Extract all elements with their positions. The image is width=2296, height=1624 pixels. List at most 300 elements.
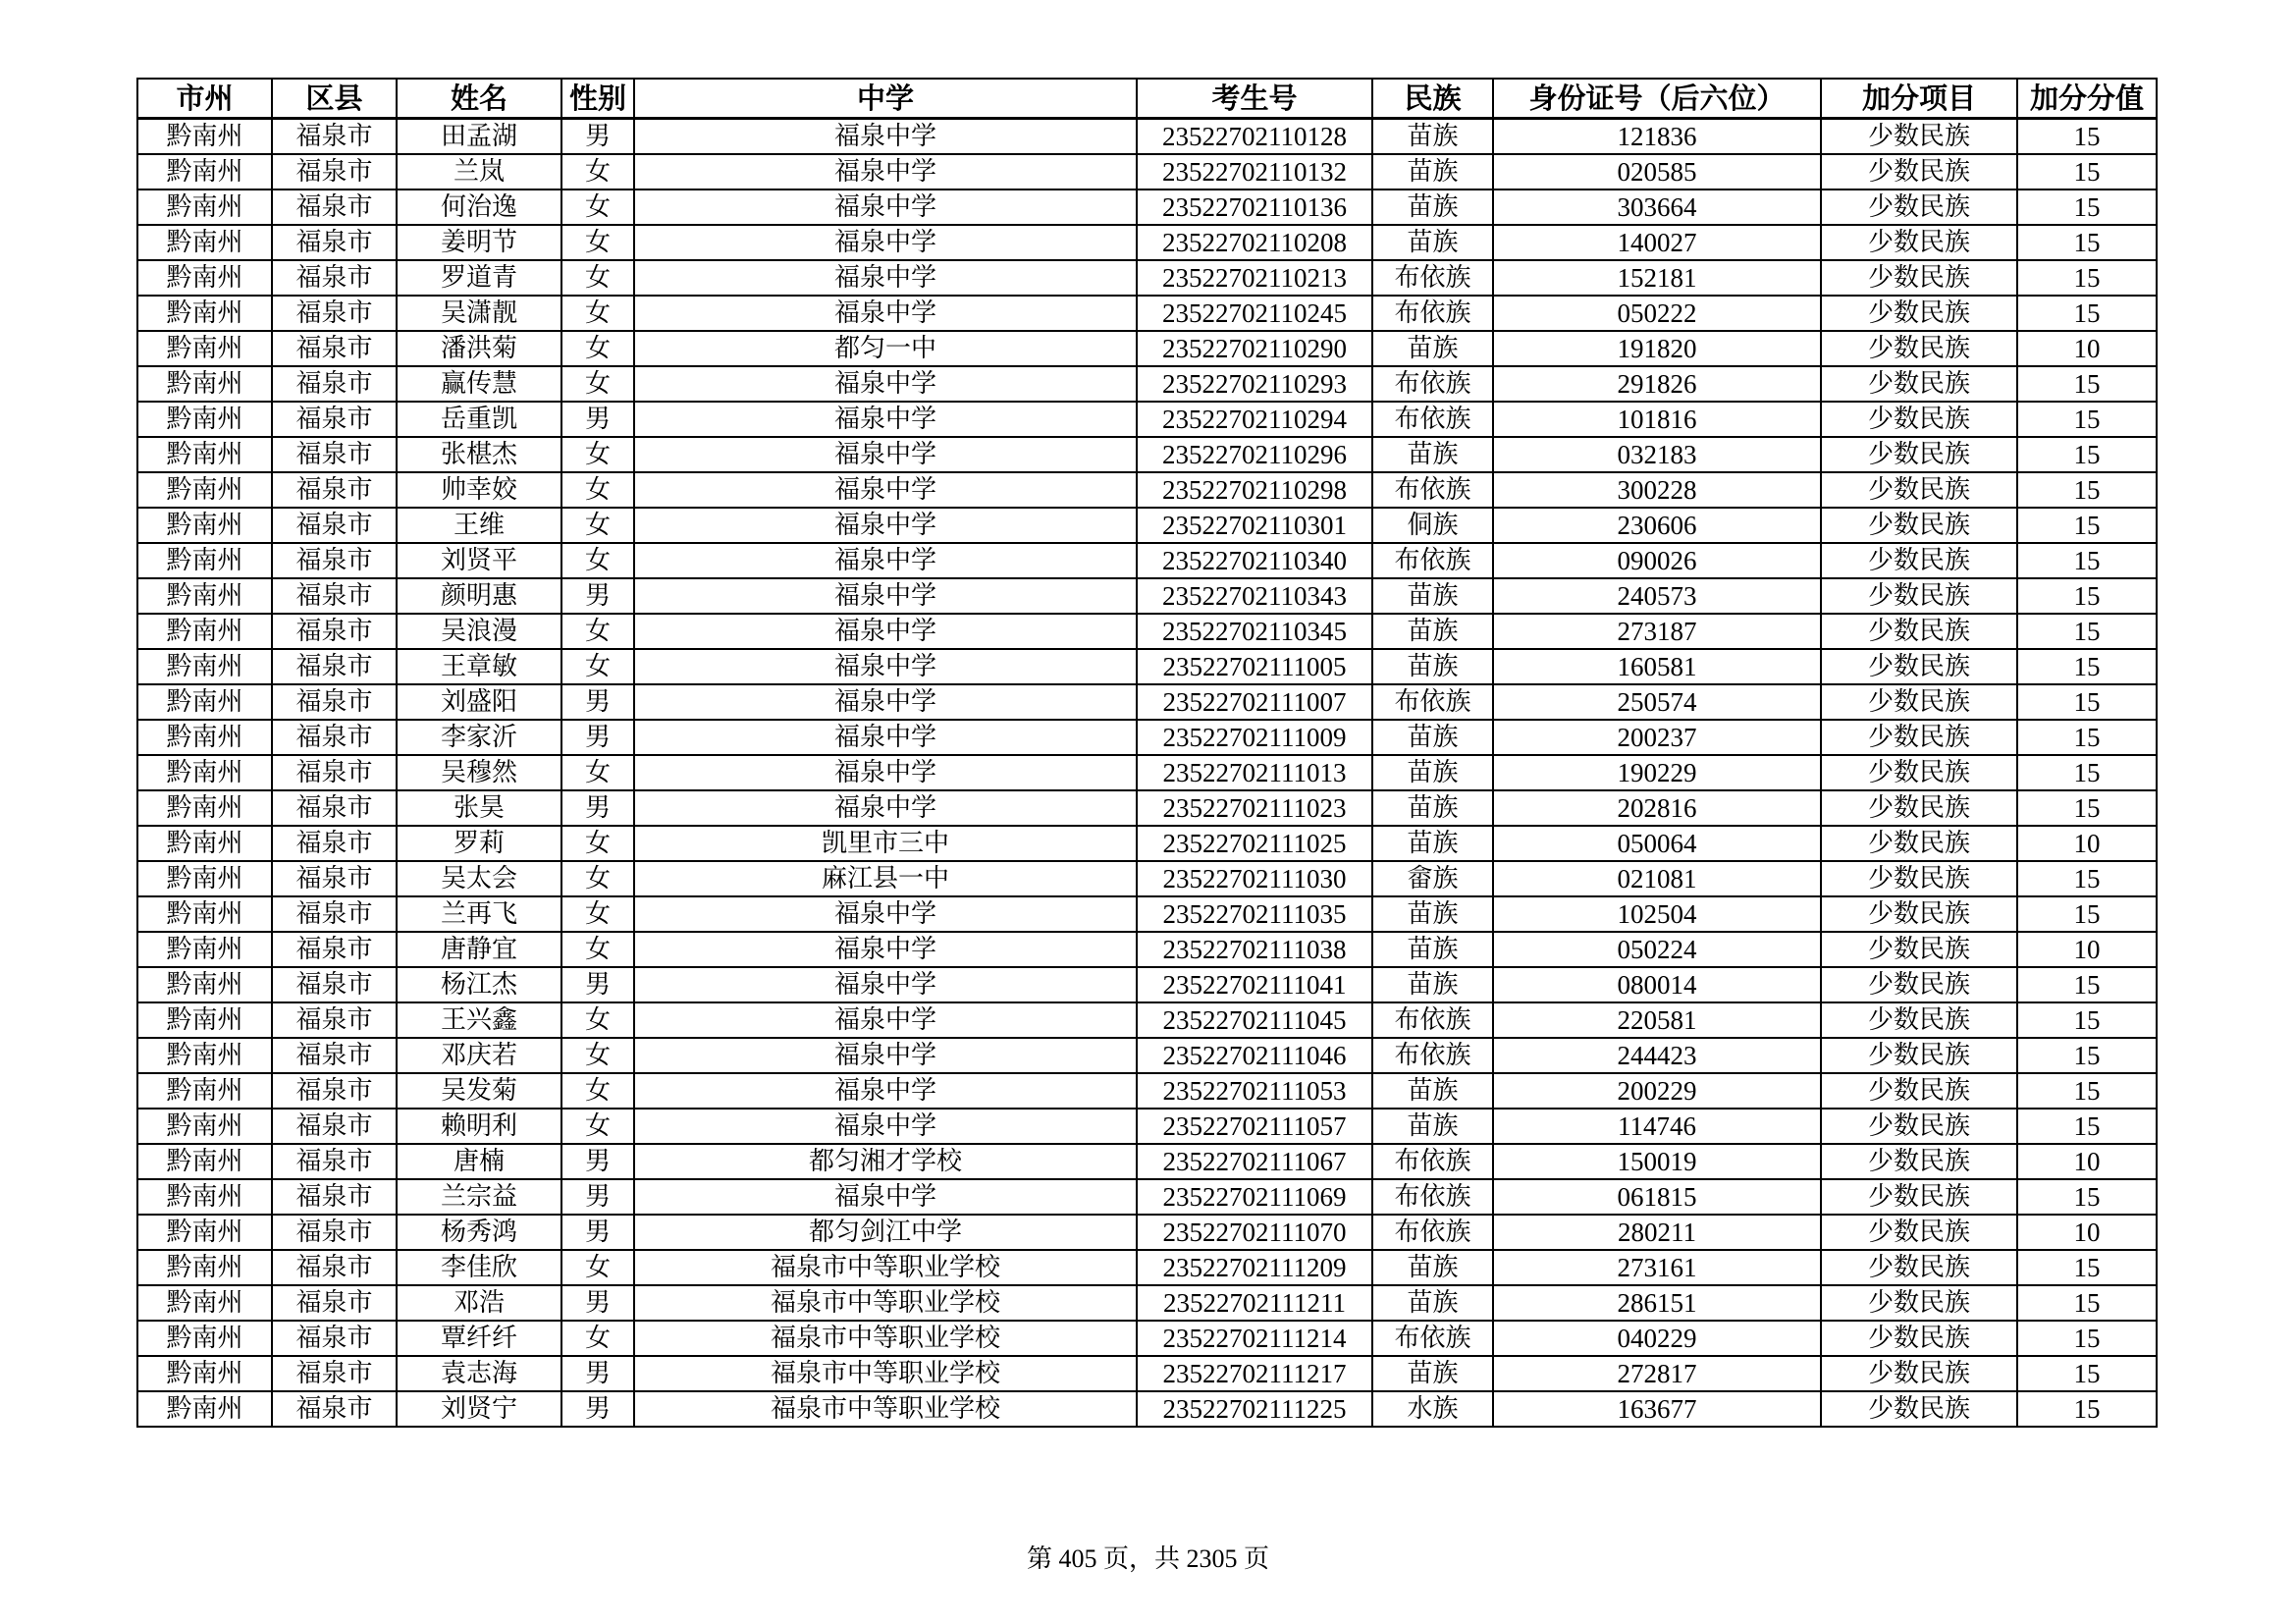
cell-bonus-points: 10 — [2017, 331, 2157, 366]
cell-bonus-points: 15 — [2017, 1391, 2157, 1427]
cell-school: 福泉中学 — [634, 967, 1137, 1002]
table-row — [137, 154, 2157, 189]
cell-name: 何治逸 — [397, 189, 561, 225]
cell-id-last6: 160581 — [1493, 649, 1821, 684]
table-row — [137, 1144, 2157, 1179]
cell-id-last6: 244423 — [1493, 1038, 1821, 1073]
cell-id-last6: 280211 — [1493, 1215, 1821, 1250]
cell-id-last6: 150019 — [1493, 1144, 1821, 1179]
cell-gender: 女 — [561, 296, 634, 331]
table-row — [137, 684, 2157, 720]
cell-gender: 男 — [561, 119, 634, 155]
cell-gender: 女 — [561, 932, 634, 967]
cell-county: 福泉市 — [272, 755, 397, 790]
cell-ethnicity: 苗族 — [1372, 437, 1493, 472]
cell-school: 福泉中学 — [634, 896, 1137, 932]
cell-county: 福泉市 — [272, 649, 397, 684]
cell-city: 黔南州 — [137, 119, 272, 155]
cell-city: 黔南州 — [137, 1109, 272, 1144]
cell-city: 黔南州 — [137, 720, 272, 755]
table-row — [137, 1285, 2157, 1321]
cell-exam-no: 23522702111209 — [1137, 1250, 1372, 1285]
cell-gender: 女 — [561, 861, 634, 896]
cell-bonus-points: 15 — [2017, 472, 2157, 508]
cell-bonus-item: 少数民族 — [1821, 720, 2017, 755]
cell-city: 黔南州 — [137, 331, 272, 366]
cell-name: 吴发菊 — [397, 1073, 561, 1109]
cell-school: 福泉中学 — [634, 154, 1137, 189]
cell-name: 张昊 — [397, 790, 561, 826]
column-header-name: 姓名 — [397, 79, 561, 119]
cell-id-last6: 080014 — [1493, 967, 1821, 1002]
cell-exam-no: 23522702111007 — [1137, 684, 1372, 720]
cell-id-last6: 040229 — [1493, 1321, 1821, 1356]
cell-bonus-item: 少数民族 — [1821, 896, 2017, 932]
cell-name: 兰宗益 — [397, 1179, 561, 1215]
table-row — [137, 578, 2157, 614]
cell-bonus-item: 少数民族 — [1821, 1215, 2017, 1250]
cell-ethnicity: 苗族 — [1372, 1073, 1493, 1109]
cell-exam-no: 23522702111070 — [1137, 1215, 1372, 1250]
table-row — [137, 861, 2157, 896]
cell-county: 福泉市 — [272, 119, 397, 155]
table-row — [137, 755, 2157, 790]
cell-school: 福泉中学 — [634, 932, 1137, 967]
cell-ethnicity: 苗族 — [1372, 720, 1493, 755]
cell-id-last6: 020585 — [1493, 154, 1821, 189]
cell-name: 唐楠 — [397, 1144, 561, 1179]
cell-city: 黔南州 — [137, 861, 272, 896]
cell-county: 福泉市 — [272, 1073, 397, 1109]
cell-ethnicity: 布依族 — [1372, 1144, 1493, 1179]
cell-gender: 男 — [561, 1356, 634, 1391]
cell-gender: 女 — [561, 755, 634, 790]
table-row — [137, 331, 2157, 366]
cell-name: 田孟湖 — [397, 119, 561, 155]
cell-school: 福泉中学 — [634, 543, 1137, 578]
cell-name: 潘洪菊 — [397, 331, 561, 366]
cell-bonus-points: 15 — [2017, 1109, 2157, 1144]
data-table — [136, 78, 2158, 1428]
cell-city: 黔南州 — [137, 1356, 272, 1391]
cell-bonus-points: 15 — [2017, 1073, 2157, 1109]
cell-bonus-item: 少数民族 — [1821, 1073, 2017, 1109]
column-header-exam-no: 考生号 — [1137, 79, 1372, 119]
table-row — [137, 437, 2157, 472]
cell-bonus-item: 少数民族 — [1821, 1250, 2017, 1285]
cell-name: 邓庆若 — [397, 1038, 561, 1073]
cell-city: 黔南州 — [137, 437, 272, 472]
cell-bonus-points: 15 — [2017, 896, 2157, 932]
cell-bonus-points: 15 — [2017, 1179, 2157, 1215]
cell-bonus-points: 10 — [2017, 1215, 2157, 1250]
cell-ethnicity: 布依族 — [1372, 402, 1493, 437]
cell-gender: 女 — [561, 508, 634, 543]
table-row — [137, 119, 2157, 155]
cell-bonus-points: 15 — [2017, 614, 2157, 649]
table-row — [137, 720, 2157, 755]
cell-exam-no: 23522702111214 — [1137, 1321, 1372, 1356]
table-row — [137, 1179, 2157, 1215]
cell-name: 覃纤纤 — [397, 1321, 561, 1356]
cell-school: 福泉中学 — [634, 1179, 1137, 1215]
cell-county: 福泉市 — [272, 331, 397, 366]
cell-county: 福泉市 — [272, 1321, 397, 1356]
cell-name: 唐静宜 — [397, 932, 561, 967]
table-header — [137, 79, 2157, 119]
cell-county: 福泉市 — [272, 1285, 397, 1321]
cell-ethnicity: 苗族 — [1372, 154, 1493, 189]
cell-gender: 女 — [561, 826, 634, 861]
cell-bonus-points: 10 — [2017, 932, 2157, 967]
cell-school: 福泉中学 — [634, 189, 1137, 225]
cell-id-last6: 202816 — [1493, 790, 1821, 826]
cell-gender: 女 — [561, 1321, 634, 1356]
cell-school: 福泉中学 — [634, 578, 1137, 614]
cell-exam-no: 23522702110208 — [1137, 225, 1372, 260]
cell-id-last6: 240573 — [1493, 578, 1821, 614]
cell-bonus-points: 15 — [2017, 543, 2157, 578]
cell-ethnicity: 苗族 — [1372, 189, 1493, 225]
cell-ethnicity: 苗族 — [1372, 790, 1493, 826]
cell-county: 福泉市 — [272, 1144, 397, 1179]
cell-city: 黔南州 — [137, 967, 272, 1002]
cell-bonus-points: 10 — [2017, 1144, 2157, 1179]
cell-county: 福泉市 — [272, 861, 397, 896]
cell-school: 福泉中学 — [634, 437, 1137, 472]
cell-id-last6: 101816 — [1493, 402, 1821, 437]
table-row — [137, 366, 2157, 402]
cell-exam-no: 23522702111217 — [1137, 1356, 1372, 1391]
cell-gender: 女 — [561, 366, 634, 402]
column-header-gender: 性别 — [561, 79, 634, 119]
cell-city: 黔南州 — [137, 260, 272, 296]
cell-county: 福泉市 — [272, 932, 397, 967]
cell-city: 黔南州 — [137, 296, 272, 331]
cell-county: 福泉市 — [272, 508, 397, 543]
cell-ethnicity: 苗族 — [1372, 1109, 1493, 1144]
cell-city: 黔南州 — [137, 543, 272, 578]
table-row — [137, 967, 2157, 1002]
table-row — [137, 649, 2157, 684]
cell-id-last6: 152181 — [1493, 260, 1821, 296]
cell-name: 袁志海 — [397, 1356, 561, 1391]
cell-bonus-item: 少数民族 — [1821, 331, 2017, 366]
cell-ethnicity: 苗族 — [1372, 755, 1493, 790]
cell-exam-no: 23522702110132 — [1137, 154, 1372, 189]
cell-gender: 女 — [561, 437, 634, 472]
cell-id-last6: 273187 — [1493, 614, 1821, 649]
cell-exam-no: 23522702111023 — [1137, 790, 1372, 826]
cell-bonus-points: 15 — [2017, 1002, 2157, 1038]
cell-bonus-points: 15 — [2017, 790, 2157, 826]
cell-name: 吴太会 — [397, 861, 561, 896]
table-row — [137, 614, 2157, 649]
cell-county: 福泉市 — [272, 1002, 397, 1038]
cell-city: 黔南州 — [137, 402, 272, 437]
cell-gender: 女 — [561, 649, 634, 684]
cell-name: 兰岚 — [397, 154, 561, 189]
cell-ethnicity: 布依族 — [1372, 1002, 1493, 1038]
cell-gender: 男 — [561, 402, 634, 437]
cell-id-last6: 230606 — [1493, 508, 1821, 543]
cell-ethnicity: 苗族 — [1372, 1285, 1493, 1321]
cell-ethnicity: 苗族 — [1372, 225, 1493, 260]
cell-ethnicity: 苗族 — [1372, 119, 1493, 155]
cell-exam-no: 23522702110294 — [1137, 402, 1372, 437]
table-row — [137, 896, 2157, 932]
cell-bonus-item: 少数民族 — [1821, 649, 2017, 684]
cell-exam-no: 23522702111041 — [1137, 967, 1372, 1002]
cell-bonus-item: 少数民族 — [1821, 967, 2017, 1002]
cell-bonus-item: 少数民族 — [1821, 402, 2017, 437]
cell-exam-no: 23522702111025 — [1137, 826, 1372, 861]
cell-bonus-item: 少数民族 — [1821, 826, 2017, 861]
cell-city: 黔南州 — [137, 154, 272, 189]
cell-name: 帅幸姣 — [397, 472, 561, 508]
cell-exam-no: 23522702111057 — [1137, 1109, 1372, 1144]
cell-id-last6: 273161 — [1493, 1250, 1821, 1285]
cell-school: 福泉中学 — [634, 402, 1137, 437]
cell-city: 黔南州 — [137, 1038, 272, 1073]
cell-city: 黔南州 — [137, 578, 272, 614]
cell-bonus-item: 少数民族 — [1821, 1285, 2017, 1321]
table-row — [137, 508, 2157, 543]
cell-city: 黔南州 — [137, 189, 272, 225]
cell-id-last6: 032183 — [1493, 437, 1821, 472]
cell-id-last6: 300228 — [1493, 472, 1821, 508]
table-row — [137, 402, 2157, 437]
cell-id-last6: 272817 — [1493, 1356, 1821, 1391]
cell-ethnicity: 苗族 — [1372, 649, 1493, 684]
cell-city: 黔南州 — [137, 755, 272, 790]
cell-county: 福泉市 — [272, 154, 397, 189]
cell-ethnicity: 布依族 — [1372, 472, 1493, 508]
cell-name: 李佳欣 — [397, 1250, 561, 1285]
cell-ethnicity: 苗族 — [1372, 896, 1493, 932]
cell-bonus-points: 15 — [2017, 1285, 2157, 1321]
cell-gender: 男 — [561, 578, 634, 614]
cell-id-last6: 163677 — [1493, 1391, 1821, 1427]
cell-school: 福泉中学 — [634, 614, 1137, 649]
cell-school: 福泉中学 — [634, 1073, 1137, 1109]
cell-school: 福泉中学 — [634, 366, 1137, 402]
cell-bonus-points: 15 — [2017, 119, 2157, 155]
cell-name: 岳重凯 — [397, 402, 561, 437]
cell-city: 黔南州 — [137, 1285, 272, 1321]
cell-name: 杨秀鸿 — [397, 1215, 561, 1250]
cell-school: 福泉市中等职业学校 — [634, 1356, 1137, 1391]
cell-school: 福泉市中等职业学校 — [634, 1285, 1137, 1321]
cell-city: 黔南州 — [137, 1391, 272, 1427]
cell-exam-no: 23522702111009 — [1137, 720, 1372, 755]
cell-school: 福泉中学 — [634, 1109, 1137, 1144]
cell-exam-no: 23522702110345 — [1137, 614, 1372, 649]
cell-city: 黔南州 — [137, 225, 272, 260]
cell-county: 福泉市 — [272, 260, 397, 296]
cell-city: 黔南州 — [137, 1215, 272, 1250]
cell-county: 福泉市 — [272, 826, 397, 861]
table-row — [137, 543, 2157, 578]
cell-city: 黔南州 — [137, 472, 272, 508]
cell-school: 福泉市中等职业学校 — [634, 1321, 1137, 1356]
cell-gender: 女 — [561, 225, 634, 260]
cell-bonus-item: 少数民族 — [1821, 1391, 2017, 1427]
cell-exam-no: 23522702110245 — [1137, 296, 1372, 331]
cell-name: 吴穆然 — [397, 755, 561, 790]
table-row — [137, 1356, 2157, 1391]
cell-city: 黔南州 — [137, 896, 272, 932]
cell-county: 福泉市 — [272, 189, 397, 225]
cell-gender: 女 — [561, 260, 634, 296]
cell-gender: 女 — [561, 1250, 634, 1285]
cell-bonus-points: 15 — [2017, 1356, 2157, 1391]
cell-gender: 男 — [561, 1179, 634, 1215]
cell-id-last6: 121836 — [1493, 119, 1821, 155]
cell-county: 福泉市 — [272, 614, 397, 649]
cell-county: 福泉市 — [272, 1038, 397, 1073]
cell-exam-no: 23522702110213 — [1137, 260, 1372, 296]
cell-exam-no: 23522702110293 — [1137, 366, 1372, 402]
cell-school: 福泉中学 — [634, 508, 1137, 543]
table-row — [137, 189, 2157, 225]
cell-city: 黔南州 — [137, 1250, 272, 1285]
cell-exam-no: 23522702111053 — [1137, 1073, 1372, 1109]
cell-school: 福泉中学 — [634, 296, 1137, 331]
cell-exam-no: 23522702111013 — [1137, 755, 1372, 790]
table-row — [137, 1321, 2157, 1356]
table-body — [137, 119, 2157, 1428]
cell-ethnicity: 苗族 — [1372, 1250, 1493, 1285]
cell-county: 福泉市 — [272, 896, 397, 932]
cell-city: 黔南州 — [137, 508, 272, 543]
cell-gender: 女 — [561, 614, 634, 649]
cell-name: 王维 — [397, 508, 561, 543]
cell-county: 福泉市 — [272, 366, 397, 402]
cell-exam-no: 23522702111038 — [1137, 932, 1372, 967]
table-row — [137, 932, 2157, 967]
table-row — [137, 1073, 2157, 1109]
cell-bonus-points: 15 — [2017, 154, 2157, 189]
cell-county: 福泉市 — [272, 790, 397, 826]
cell-name: 刘贤宁 — [397, 1391, 561, 1427]
column-header-ethnicity: 民族 — [1372, 79, 1493, 119]
cell-bonus-item: 少数民族 — [1821, 1321, 2017, 1356]
table-row — [137, 1109, 2157, 1144]
cell-name: 赢传慧 — [397, 366, 561, 402]
cell-ethnicity: 苗族 — [1372, 826, 1493, 861]
cell-gender: 女 — [561, 1073, 634, 1109]
cell-county: 福泉市 — [272, 543, 397, 578]
cell-name: 姜明节 — [397, 225, 561, 260]
cell-ethnicity: 布依族 — [1372, 1038, 1493, 1073]
cell-gender: 男 — [561, 790, 634, 826]
cell-school: 福泉中学 — [634, 755, 1137, 790]
cell-bonus-item: 少数民族 — [1821, 684, 2017, 720]
cell-bonus-points: 15 — [2017, 508, 2157, 543]
cell-bonus-points: 15 — [2017, 296, 2157, 331]
cell-city: 黔南州 — [137, 366, 272, 402]
cell-bonus-item: 少数民族 — [1821, 260, 2017, 296]
cell-gender: 男 — [561, 684, 634, 720]
cell-id-last6: 190229 — [1493, 755, 1821, 790]
cell-name: 吴浪漫 — [397, 614, 561, 649]
cell-school: 福泉中学 — [634, 472, 1137, 508]
cell-bonus-item: 少数民族 — [1821, 543, 2017, 578]
cell-school: 福泉中学 — [634, 720, 1137, 755]
cell-gender: 女 — [561, 543, 634, 578]
cell-ethnicity: 苗族 — [1372, 1356, 1493, 1391]
cell-exam-no: 23522702110128 — [1137, 119, 1372, 155]
cell-city: 黔南州 — [137, 1321, 272, 1356]
cell-county: 福泉市 — [272, 225, 397, 260]
cell-bonus-item: 少数民族 — [1821, 472, 2017, 508]
cell-gender: 男 — [561, 1285, 634, 1321]
cell-gender: 男 — [561, 720, 634, 755]
cell-name: 杨江杰 — [397, 967, 561, 1002]
cell-bonus-points: 15 — [2017, 1038, 2157, 1073]
table-row — [137, 296, 2157, 331]
cell-gender: 男 — [561, 1391, 634, 1427]
cell-ethnicity: 畲族 — [1372, 861, 1493, 896]
cell-county: 福泉市 — [272, 472, 397, 508]
cell-bonus-item: 少数民族 — [1821, 189, 2017, 225]
cell-county: 福泉市 — [272, 578, 397, 614]
cell-ethnicity: 布依族 — [1372, 366, 1493, 402]
cell-bonus-item: 少数民族 — [1821, 861, 2017, 896]
cell-exam-no: 23522702111030 — [1137, 861, 1372, 896]
cell-school: 福泉中学 — [634, 790, 1137, 826]
cell-ethnicity: 布依族 — [1372, 543, 1493, 578]
cell-gender: 女 — [561, 472, 634, 508]
cell-name: 吴潇靓 — [397, 296, 561, 331]
table-row — [137, 472, 2157, 508]
cell-ethnicity: 布依族 — [1372, 1321, 1493, 1356]
cell-bonus-item: 少数民族 — [1821, 578, 2017, 614]
cell-bonus-item: 少数民族 — [1821, 296, 2017, 331]
cell-ethnicity: 苗族 — [1372, 967, 1493, 1002]
cell-school: 都匀一中 — [634, 331, 1137, 366]
cell-city: 黔南州 — [137, 1144, 272, 1179]
cell-id-last6: 250574 — [1493, 684, 1821, 720]
cell-school: 福泉中学 — [634, 225, 1137, 260]
cell-bonus-points: 15 — [2017, 755, 2157, 790]
cell-gender: 女 — [561, 331, 634, 366]
cell-county: 福泉市 — [272, 1215, 397, 1250]
cell-school: 福泉市中等职业学校 — [634, 1250, 1137, 1285]
cell-id-last6: 061815 — [1493, 1179, 1821, 1215]
cell-id-last6: 200237 — [1493, 720, 1821, 755]
cell-gender: 女 — [561, 1002, 634, 1038]
cell-exam-no: 23522702110343 — [1137, 578, 1372, 614]
cell-county: 福泉市 — [272, 684, 397, 720]
cell-exam-no: 23522702111211 — [1137, 1285, 1372, 1321]
cell-school: 福泉中学 — [634, 260, 1137, 296]
cell-id-last6: 021081 — [1493, 861, 1821, 896]
cell-county: 福泉市 — [272, 437, 397, 472]
cell-school: 福泉中学 — [634, 684, 1137, 720]
cell-exam-no: 23522702111035 — [1137, 896, 1372, 932]
cell-name: 刘贤平 — [397, 543, 561, 578]
cell-bonus-item: 少数民族 — [1821, 225, 2017, 260]
cell-name: 兰再飞 — [397, 896, 561, 932]
table-row — [137, 826, 2157, 861]
cell-school: 福泉中学 — [634, 1038, 1137, 1073]
cell-bonus-points: 15 — [2017, 578, 2157, 614]
table-row — [137, 1391, 2157, 1427]
cell-school: 凯里市三中 — [634, 826, 1137, 861]
cell-gender: 女 — [561, 154, 634, 189]
